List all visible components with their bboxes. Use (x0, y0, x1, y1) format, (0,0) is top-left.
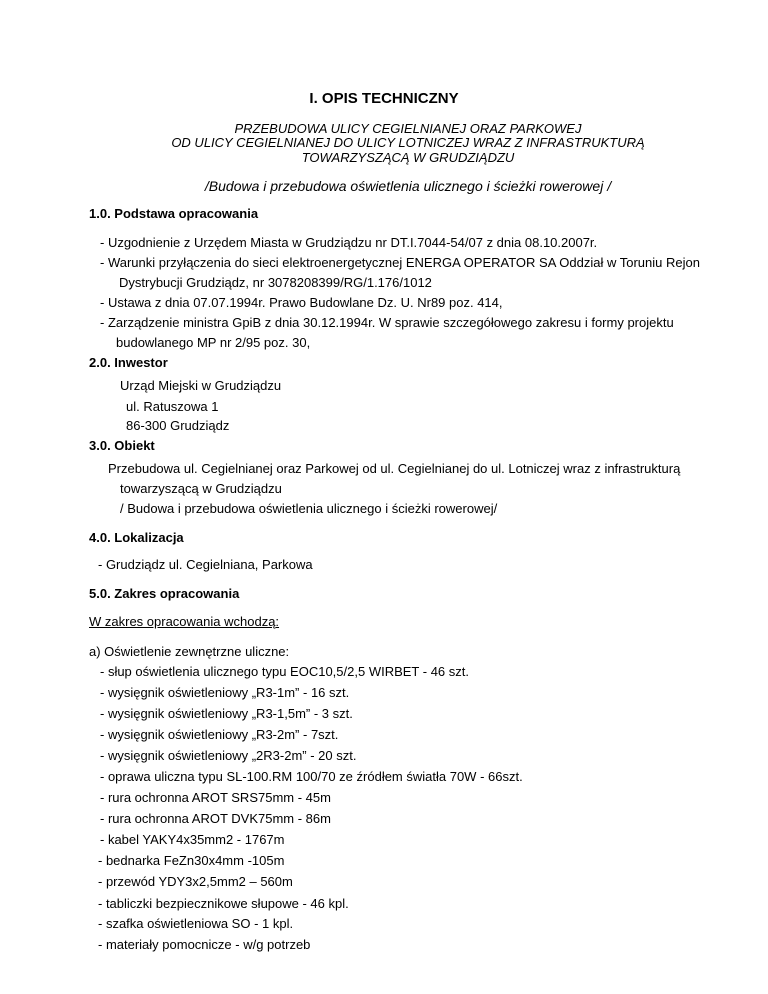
list-item: - materiały pomocnicze - w/g potrzeb (98, 937, 311, 952)
list-item: - oprawa uliczna typu SL-100.RM 100/70 ze źródłem światła 70W - 66szt. (100, 769, 523, 784)
text-line: - Zarządzenie ministra GpiB z dnia 30.12.1994r. W sprawie szczegółowego zakresu i formy projektu (100, 315, 674, 330)
list-item: - kabel YAKY4x35mm2 - 1767m (100, 832, 285, 847)
section-heading: 2.0. Inwestor (89, 355, 168, 370)
list-item: - wysięgnik oświetleniowy „2R3-2m” - 20 szt. (100, 748, 357, 763)
text-line: Urząd Miejski w Grudziądzu (120, 378, 282, 393)
list-item: - wysięgnik oświetleniowy „R3-1m” - 16 szt. (100, 685, 350, 700)
subtitle: /Budowa i przebudowa oświetlenia ulicznego i ścieżki rowerowej / (204, 178, 612, 194)
text-line: Dystrybucji Grudziądz, nr 3078208399/RG/1.176/1012 (119, 275, 432, 290)
project-line: OD ULICY CEGIELNIANEJ DO ULICY LOTNICZEJ WRAZ Z INFRASTRUKTURĄ (171, 135, 645, 150)
section-heading: 5.0. Zakres opracowania (89, 586, 240, 601)
list-item: - tabliczki bezpiecznikowe słupowe - 46 kpl. (98, 896, 349, 911)
list-item: - słup oświetlenia ulicznego typu EOC10,5/2,5 WIRBET - 46 szt. (100, 664, 469, 679)
section-heading: 4.0. Lokalizacja (89, 530, 184, 545)
text-line: - Warunki przyłączenia do sieci elektroenergetycznej ENERGA OPERATOR SA Oddział w Toruniu Rejon (100, 255, 700, 270)
project-line: PRZEBUDOWA ULICY CEGIELNIANEJ ORAZ PARKOWEJ (234, 121, 582, 136)
list-item: - rura ochronna AROT SRS75mm - 45m (100, 790, 331, 805)
section-heading: 3.0. Obiekt (89, 438, 155, 453)
text-line: ul. Ratuszowa 1 (126, 399, 219, 414)
list-item: - rura ochronna AROT DVK75mm - 86m (100, 811, 331, 826)
list-item: - przewód YDY3x2,5mm2 – 560m (98, 874, 293, 889)
text-line: - Uzgodnienie z Urzędem Miasta w Grudziądzu nr DT.I.7044-54/07 z dnia 08.10.2007r. (100, 235, 598, 250)
page-title: I. OPIS TECHNICZNY (309, 90, 459, 107)
text-line: Przebudowa ul. Cegielnianej oraz Parkowej od ul. Cegielnianej do ul. Lotniczej wraz z infrastrukturą (108, 461, 681, 476)
list-item: - wysięgnik oświetleniowy „R3-1,5m” - 3 szt. (100, 706, 353, 721)
text-line: towarzyszącą w Grudziądzu (120, 481, 282, 496)
text-line: budowlanego MP nr 2/95 poz. 30, (116, 335, 311, 350)
intro-text: W zakres opracowania wchodzą: (89, 614, 280, 629)
list-item: - szafka oświetleniowa SO - 1 kpl. (98, 916, 294, 931)
project-line: TOWARZYSZĄCĄ W GRUDZIĄDZU (301, 150, 515, 165)
list-item: - wysięgnik oświetleniowy „R3-2m” - 7szt. (100, 727, 339, 742)
text-line: 86-300 Grudziądz (126, 418, 230, 433)
list-item: - bednarka FeZn30x4mm -105m (98, 853, 285, 868)
text-line: - Ustawa z dnia 07.07.1994r. Prawo Budowlane Dz. U. Nr89 poz. 414, (100, 295, 503, 310)
text-line: - Grudziądz ul. Cegielniana, Parkowa (98, 557, 313, 572)
text-line: / Budowa i przebudowa oświetlenia ulicznego i ścieżki rowerowej/ (120, 501, 498, 516)
sub-heading: a) Oświetlenie zewnętrzne uliczne: (89, 644, 290, 659)
section-heading: 1.0. Podstawa opracowania (89, 206, 259, 221)
